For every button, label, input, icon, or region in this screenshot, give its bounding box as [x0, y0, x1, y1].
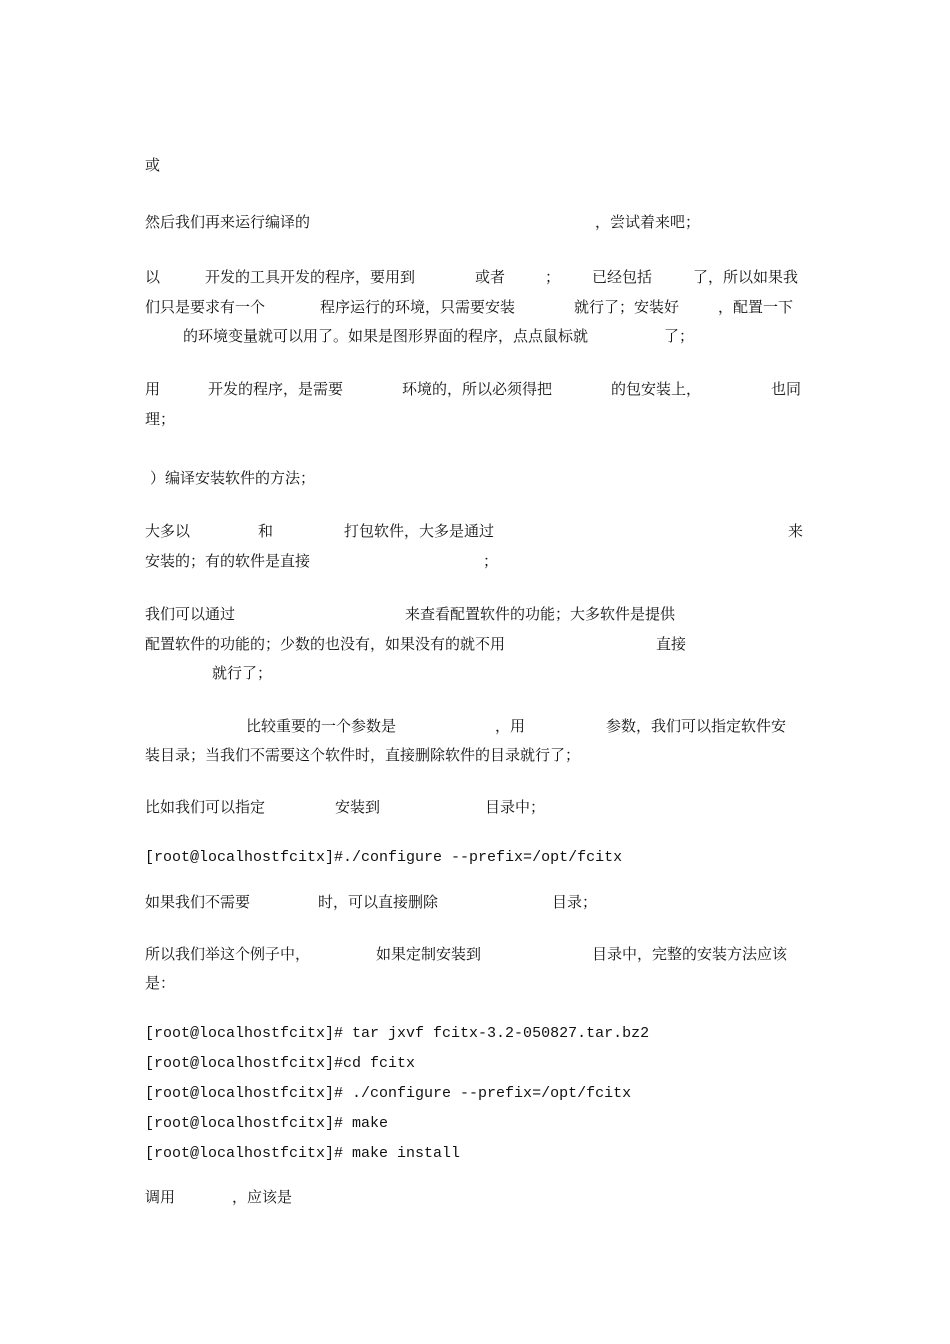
text-run: 是：: [145, 974, 176, 992]
text-run: 环境的，所以必须得把: [402, 380, 553, 398]
text-run: 比较重要的一个参数是: [246, 717, 397, 735]
text-run: 或者: [475, 268, 506, 286]
text-run: 也同: [771, 380, 802, 398]
text-run: 安装到: [335, 798, 381, 816]
text-run: ；: [483, 552, 499, 570]
text-run: ，配置一下: [718, 298, 794, 316]
text-run: 了，所以如果我: [693, 268, 799, 286]
text-run: 所以我们举这个例子中，: [145, 945, 311, 963]
text-run: ，应该是: [232, 1188, 293, 1206]
text-run: 我们可以通过: [145, 605, 236, 623]
text-run: 就行了；安装好: [574, 298, 680, 316]
text-run: ；: [545, 268, 561, 286]
text-run: 然后我们再来运行编译的: [145, 213, 311, 231]
text-run: 安装的；有的软件是直接: [145, 552, 311, 570]
text-run: 的环境变量就可以用了。如果是图形界面的程序，点点鼠标就: [183, 327, 589, 345]
text-run: 目录中；: [485, 798, 546, 816]
text-run: 比如我们可以指定: [145, 798, 266, 816]
text-run: 参数，我们可以指定软件安: [606, 717, 787, 735]
code-line: [root@localhostfcitx]#./configure --prefix=/opt/fcitx: [145, 849, 623, 866]
text-run: 理；: [145, 410, 176, 428]
text-run: 来查看配置软件的功能；大多软件是提供: [405, 605, 676, 623]
text-run: 以: [145, 268, 161, 286]
text-run: 来: [788, 522, 804, 540]
text-run: 如果我们不需要: [145, 893, 251, 911]
text-run: 打包软件，大多是通过: [344, 522, 495, 540]
text-run: 的包安装上，: [611, 380, 702, 398]
text-run: 程序运行的环境，只需要安装: [320, 298, 516, 316]
text-run: 们只是要求有一个: [145, 298, 266, 316]
text-run: ，用: [495, 717, 526, 735]
text-run: 开发的工具开发的程序，要用到: [205, 268, 416, 286]
code-line: [root@localhostfcitx]# make: [145, 1115, 389, 1132]
text-run: 装目录；当我们不需要这个软件时，直接删除软件的目录就行了；: [145, 746, 581, 764]
text-run: 用: [145, 380, 161, 398]
text-run: 就行了；: [212, 664, 273, 682]
code-line: [root@localhostfcitx]#cd fcitx: [145, 1055, 416, 1072]
text-run: 如果定制安装到: [376, 945, 482, 963]
text-run: 大多以: [145, 522, 191, 540]
text-run: 开发的程序，是需要: [208, 380, 344, 398]
text-run: ，尝试着来吧；: [595, 213, 701, 231]
code-line: [root@localhostfcitx]# ./configure --prefix=/opt/fcitx: [145, 1085, 632, 1102]
text-run: 直接: [656, 635, 687, 653]
text-run: 目录；: [552, 893, 598, 911]
text-run: 时，可以直接删除: [318, 893, 439, 911]
text-run: 和: [258, 522, 274, 540]
text-run: 调用: [145, 1188, 176, 1206]
section-heading: ）编译安装软件的方法；: [150, 469, 316, 487]
code-line: [root@localhostfcitx]# make install: [145, 1145, 461, 1162]
code-line: [root@localhostfcitx]# tar jxvf fcitx-3.2-050827.tar.bz2: [145, 1025, 650, 1042]
text-run: 配置软件的功能的；少数的也没有，如果没有的就不用: [145, 635, 506, 653]
text-run: 已经包括: [592, 268, 653, 286]
paragraph-or: 或: [145, 156, 161, 174]
text-run: 目录中，完整的安装方法应该: [592, 945, 788, 963]
text-run: 了；: [664, 327, 695, 345]
